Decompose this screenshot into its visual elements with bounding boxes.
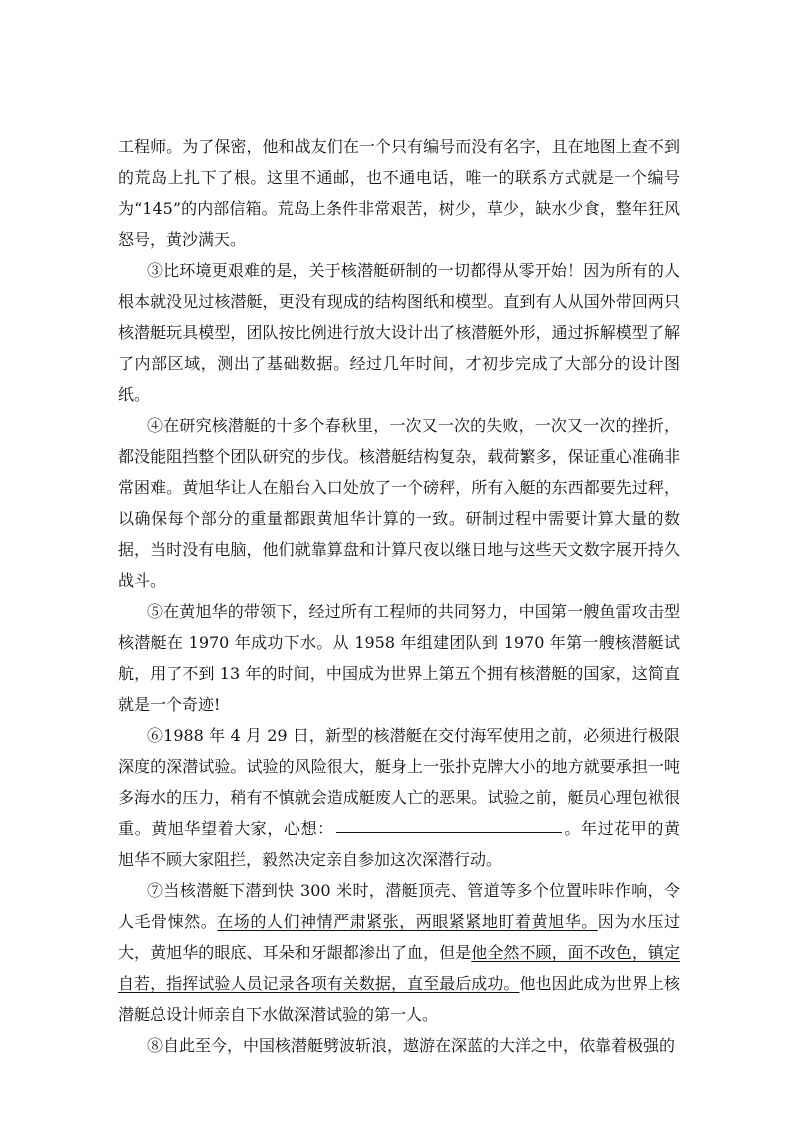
paragraph-6 — [118, 720, 680, 875]
paragraph-7-text-c: 他也因此成为世界上核潜艇总设计师亲自下水做深潜试验的第一人。 — [118, 974, 680, 1024]
paragraph-6-text-before: ⑥1988 年 4 月 29 日，新型的核潜艇在交付海军使用之前，必须进行极限深度的深潜试验。试验的风险很大，艇身上一张扑克牌大小的地方就要承担一吨多海水的压力，稍有不慎就会造成艇废人亡的恶果。试验之前，艇员心理包袱很重。黄旭华望着大家，心想： — [118, 726, 680, 838]
fill-in-blank-line[interactable] — [336, 831, 562, 833]
paragraph-6-text-after: 。年过花甲的黄旭华不顾大家阻拦，毅然决定亲自参加这次深潜行动。 — [118, 819, 680, 869]
paragraph-5: ⑤在黄旭华的带领下，经过所有工程师的共同努力，中国第一艘鱼雷攻击型核潜艇在 1970 年成功下水。从 1958 年组建团队到 1970 年第一艘核潜艇试航，用了不到 13 年的时间，中国成为世界上第五个拥有核潜艇的国家，这简直就是一个奇迹! — [118, 602, 680, 714]
underlined-sentence-1: 在场的人们神情严肃紧张，两眼紧紧地盯着黄旭华。 — [217, 912, 598, 931]
paragraph-7-text-a: ⑦当核潜艇下潜到快 300 米时，潜艇顶壳、管道等多个位置咔咔作响，令人毛骨悚然。 — [118, 881, 680, 931]
paragraph-7-text-b: 因为水压过大，黄旭华的眼底、耳朵和牙龈都渗出了血，但是 — [118, 912, 680, 962]
paragraph-8-start: ⑧自此至今，中国核潜艇劈波斩浪，遨游在深蓝的大洋之中，依靠着极强的 — [147, 1036, 676, 1055]
underlined-sentence-2: 他全然不顾，面不改色，镇定自若，指挥试验人员记录各项有关数据，直至最后成功。 — [118, 943, 680, 993]
article-body — [118, 131, 680, 1061]
paragraph-4: ④在研究核潜艇的十多个春秋里，一次又一次的失败，一次又一次的挫折，都没能阻挡整个团队研究的步伐。核潜艇结构复杂，载荷繁多，保证重心准确非常困难。黄旭华让人在船台入口处放了一个磅秤，所有入艇的东西都要先过秤，以确保每个部分的重量都跟黄旭华计算的一致。研制过程中需要计算大量的数据，当时没有电脑，他们就靠算盘和计算尺夜以继日地与这些天文数字展开持久战斗。 — [118, 416, 680, 590]
paragraph-7 — [118, 875, 680, 1030]
paragraph-3: ③比环境更艰难的是，关于核潜艇研制的一切都得从零开始！因为所有的人根本就没见过核潜艇，更没有现成的结构图纸和模型。直到有人从国外带回两只核潜艇玩具模型，团队按比例进行放大设计出了核潜艇外形，通过拆解模型了解了内部区域，测出了基础数据。经过几年时间，才初步完成了大部分的设计图纸。 — [118, 261, 680, 404]
paragraph-2-end: 工程师。为了保密，他和战友们在一个只有编号而没有名字，且在地图上查不到的荒岛上扎下了根。这里不通邮，也不通电话，唯一的联系方式就是一个编号为“145”的内部信箱。荒岛上条件非常艰苦，树少，草少，缺水少食，整年狂风怒号，黄沙满天。 — [118, 137, 680, 249]
